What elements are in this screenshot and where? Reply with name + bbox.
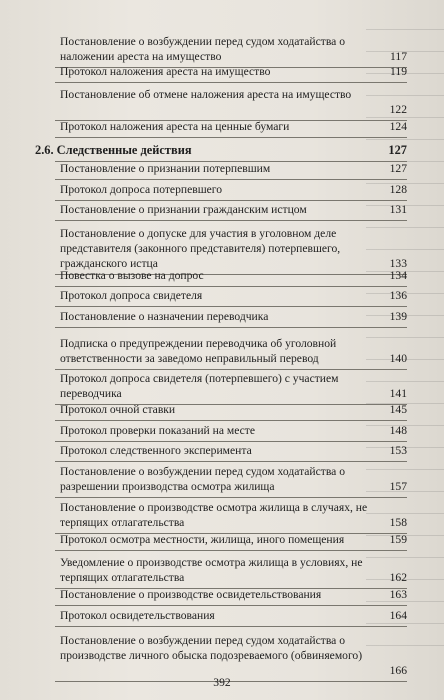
divider [55,137,407,138]
toc-entry-title: Постановление о возбуждении перед судом ходатайства о наложении ареста на имущество [60,35,346,63]
divider [55,550,407,551]
toc-entry-title: Протокол освидетельствования [60,609,215,622]
toc-entry-title: Протокол наложения ареста на имущество [60,65,271,78]
toc-entry-title: Уведомление о производстве осмотра жилища в условиях, не терпящих отлагательства [60,556,363,584]
toc-entry-title: Постановление о назначении переводчика [60,310,269,323]
divider [55,220,407,221]
divider [55,82,407,83]
toc-entry-title: Протокол допроса потерпевшего [60,183,223,196]
toc-entry-page: 134 [389,269,407,282]
toc-entry-title: Постановление о производстве осмотра жилища в случаях, не терпящих отлагательства [60,501,368,529]
toc-entry-page: 166 [389,664,407,677]
toc-entry-page: 128 [389,183,407,196]
toc-entry-title: Протокол осмотра местности, жилища, иного помещения [60,533,345,546]
toc-entry-page: 124 [389,120,407,133]
toc-entry-page: 127 [388,143,407,157]
divider [55,497,407,498]
toc-entry-title: Постановление о допуске для участия в уголовном деле представителя (законного представителя) потерпевшего, гражданского истца [60,227,341,270]
toc-entry-title: Подписка о предупреждении переводчика об уголовной ответственности за заведомо неправильный перевод [60,337,337,365]
toc-entry-title: Постановление о возбуждении перед судом ходатайства о разрешении производства осмотра жилища [60,465,346,493]
toc-entry-page: 158 [389,516,407,529]
toc-entry-title: Постановление о производстве освидетельствования [60,588,322,601]
toc-entry-page: 153 [389,444,407,457]
toc-entry-title: Постановление о признании гражданским истцом [60,203,307,216]
toc-entry-title: Протокол наложения ареста на ценные бумаги [60,120,290,133]
toc-entry-page: 127 [389,162,407,175]
divider [55,286,407,287]
toc-entry-page: 145 [389,403,407,416]
divider [55,461,407,462]
divider [55,200,407,201]
toc-entry-page: 163 [389,588,407,601]
toc-entry-title: 2.6. Следственные действия [35,143,192,157]
toc-entry-title: Повестка о вызове на допрос [60,269,204,282]
toc-entry-page: 133 [389,257,407,270]
toc-entry-page: 148 [389,424,407,437]
toc-entry-page: 141 [389,387,407,400]
toc-entry-page: 131 [389,203,407,216]
toc-entry-page: 164 [389,609,407,622]
divider [55,327,407,328]
divider [55,605,407,606]
toc-entry-page: 157 [389,480,407,493]
toc-entry-page: 139 [389,310,407,323]
divider [55,441,407,442]
toc-entry-page: 122 [389,103,407,116]
page-number: 392 [213,676,231,689]
divider [55,369,407,370]
divider [55,420,407,421]
toc-entry-page: 140 [389,352,407,365]
toc-entry-page: 119 [390,65,407,78]
toc-entry-title: Постановление об отмене наложения ареста на имущество [60,88,352,101]
toc-entry-title: Протокол допроса свидетеля (потерпевшего) с участием переводчика [60,372,339,400]
divider [55,179,407,180]
toc-entry-title: Протокол следственного эксперимента [60,444,252,457]
toc-entry-title: Протокол проверки показаний на месте [60,424,255,437]
toc-entry-title: Протокол очной ставки [60,403,176,416]
toc-entry-title: Постановление о возбуждении перед судом ходатайства о производстве личного обыска подозреваемого (обвиняемого) [60,634,363,662]
toc-entry-page: 117 [390,50,407,63]
toc-entry-page: 162 [389,571,407,584]
divider [55,306,407,307]
toc-entry-title: Постановление о признании потерпевшим [60,162,271,175]
divider [55,626,407,627]
toc-entry-page: 159 [389,533,407,546]
toc-entry-page: 136 [389,289,407,302]
toc-entry-title: Протокол допроса свидетеля [60,289,203,302]
